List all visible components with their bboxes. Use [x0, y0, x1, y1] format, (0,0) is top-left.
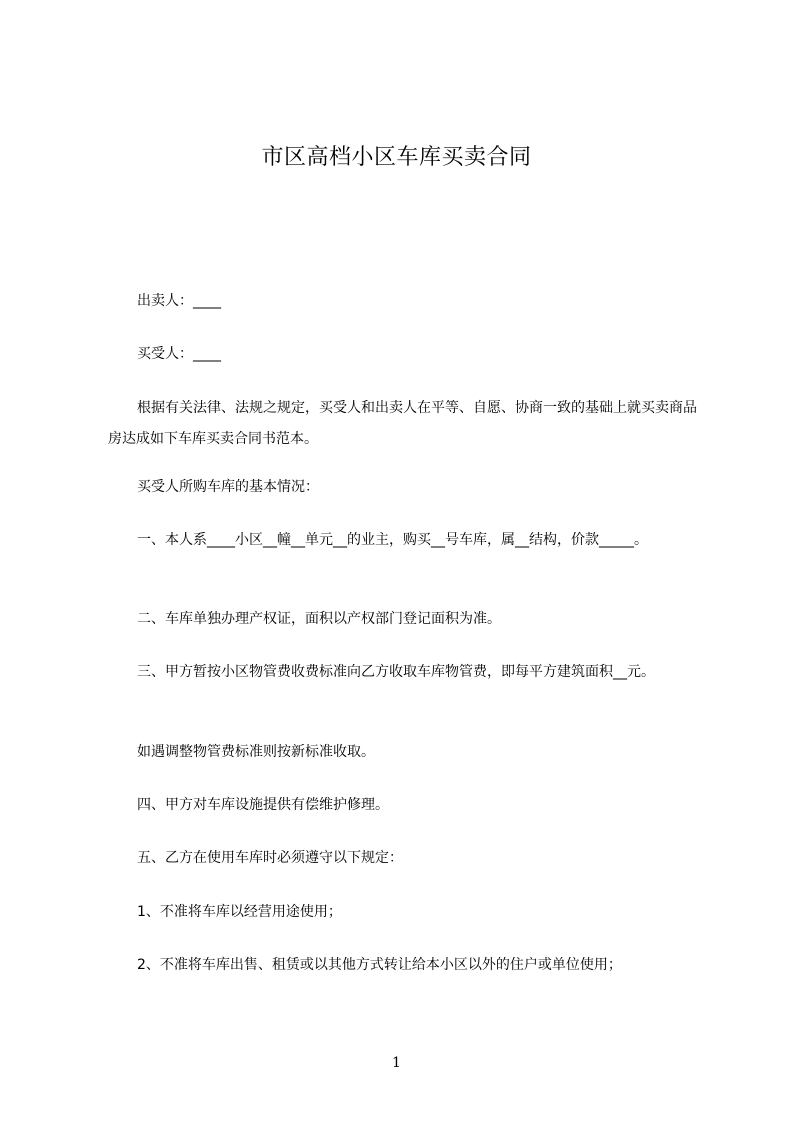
clause-4: 四、甲方对车库设施提供有偿维护修理。: [137, 797, 389, 813]
buyer-line: 买受人：____: [137, 346, 221, 362]
basic-info-heading: 买受人所购车库的基本情况：: [137, 479, 319, 495]
document-title: 市区高档小区车库买卖合同: [261, 145, 532, 170]
rule-1: 1、不准将车库以经营用途使用；: [137, 904, 342, 920]
clause-1: 一、本人系____小区__幢__单元__的业主，购买__号车库，属__结构，价款_____。: [137, 532, 648, 548]
rule-2: 2、不准将车库出售、租赁或以其他方式转让给本小区以外的住户或单位使用；: [137, 957, 622, 973]
page-number: 1: [392, 1055, 401, 1071]
seller-line: 出卖人：____: [137, 293, 221, 309]
preamble-paragraph: 根据有关法律、法规之规定，买受人和出卖人在平等、自愿、协商一致的基础上就买卖商品房达成如下车库买卖合同书范本。: [108, 400, 697, 447]
clause-3-note: 如遇调整物管费标准则按新标准收取。: [137, 744, 375, 760]
clause-3: 三、甲方暂按小区物管费收费标准向乙方收取车库物管费，即每平方建筑面积__元。: [137, 664, 655, 680]
clause-5: 五、乙方在使用车库时必须遵守以下规定：: [137, 850, 403, 866]
clause-2: 二、车库单独办理产权证，面积以产权部门登记面积为准。: [137, 611, 501, 627]
